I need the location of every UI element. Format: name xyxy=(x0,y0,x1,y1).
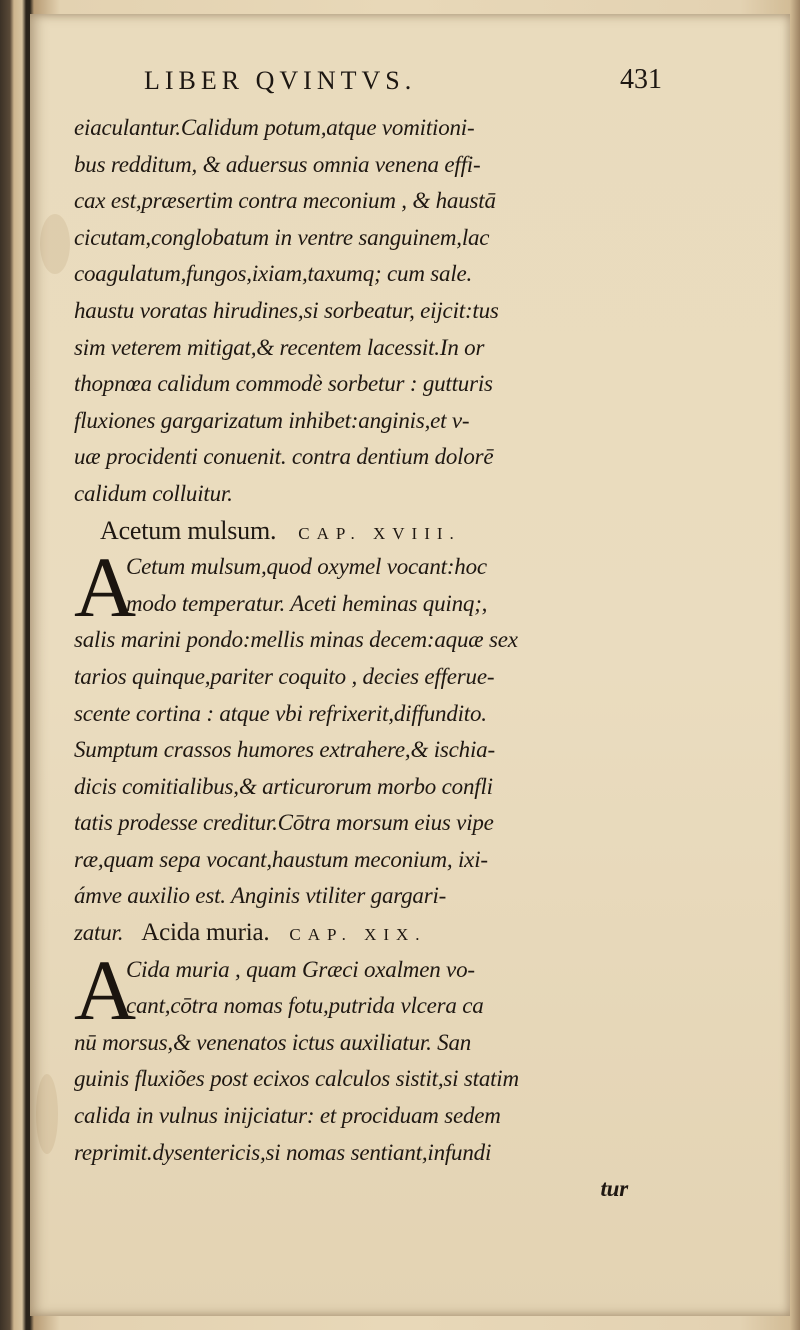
text-line: tarios quinque,pariter coquito , decies efferue- xyxy=(74,663,495,689)
text-line: cicutam,conglobatum in ventre sanguinem,lac xyxy=(74,224,490,250)
text-line: reprimit.dysentericis,si nomas sentiant,infundi xyxy=(74,1139,492,1165)
text-line: salis marini pondo:mellis minas decem:aquæ sex xyxy=(74,627,518,653)
chapter-title: Acetum mulsum. xyxy=(100,515,277,545)
drop-capital: A xyxy=(74,941,137,1038)
chapter-number: CAP. XVIII. xyxy=(298,523,461,543)
text-line: Cetum mulsum,quod oxymel vocant:hoc xyxy=(126,554,487,580)
text-fragment: zatur. xyxy=(74,920,124,946)
running-head xyxy=(142,64,662,104)
text-line: Cida muria , quam Græci oxalmen vo- xyxy=(126,956,475,982)
text-line-with-heading xyxy=(74,915,634,952)
text-line: fluxiones gargarizatum inhibet:anginis,et v- xyxy=(74,407,470,433)
text-line: guinis fluxiões post ecixos calculos sistit,si statim xyxy=(74,1066,519,1092)
text-line: bus redditum, & aduersus omnia venena effi- xyxy=(74,151,481,177)
paper-stain xyxy=(40,214,70,274)
chapter-paragraph xyxy=(74,941,634,1208)
text-line: scente cortina : atque vbi refrixerit,diffundito. xyxy=(74,700,487,726)
page-number: 431 xyxy=(620,64,662,95)
text-line: tatis prodesse creditur.Cōtra morsum eius vipe xyxy=(74,810,494,836)
chapter-heading xyxy=(74,513,634,550)
text-line: Sumptum crassos humores extrahere,& ischia- xyxy=(74,737,495,763)
paper-stain xyxy=(36,1074,58,1154)
book-page xyxy=(30,14,790,1316)
paragraph-continued xyxy=(74,110,634,513)
text-line: dicis comitialibus,& articurorum morbo confli xyxy=(74,773,493,799)
text-line: cant,cōtra nomas fotu,putrida vlcera ca xyxy=(126,993,484,1019)
text-line: ræ,quam sepa vocant,haustum meconium, ixi- xyxy=(74,846,488,872)
chapter-paragraph xyxy=(74,539,634,952)
text-line: thopnœa calidum commodè sorbetur : gutturis xyxy=(74,371,493,397)
drop-capital: A xyxy=(74,539,137,636)
running-title: LIBER QVINTVS. xyxy=(144,66,417,95)
text-line: calidum colluitur. xyxy=(74,480,233,506)
text-line: coagulatum,fungos,ixiam,taxumq; cum sale. xyxy=(74,261,473,287)
text-line: ámve auxilio est. Anginis vtiliter gargari- xyxy=(74,883,447,909)
text-line: sim veterem mitigat,& recentem lacessit.In or xyxy=(74,334,485,360)
text-line: cax est,præsertim contra meconium , & haustā xyxy=(74,188,496,214)
text-line: nū morsus,& venenatos ictus auxiliatur. San xyxy=(74,1029,472,1055)
chapter-number: CAP. XIX. xyxy=(289,925,427,945)
chapter-title: Acida muria. xyxy=(141,919,270,947)
text-line: calida in vulnus inijciatur: et prociduam sedem xyxy=(74,1103,501,1129)
text-line: modo temperatur. Aceti heminas quinq;, xyxy=(126,590,488,616)
text-block xyxy=(74,110,634,1208)
text-line: haustu voratas hirudines,si sorbeatur, eijcit:tus xyxy=(74,297,499,323)
catchword: tur xyxy=(600,1176,628,1202)
text-line: eiaculantur.Calidum potum,atque vomitioni- xyxy=(74,115,475,140)
text-line: uæ procidenti conuenit. contra dentium dolorē xyxy=(74,444,494,470)
